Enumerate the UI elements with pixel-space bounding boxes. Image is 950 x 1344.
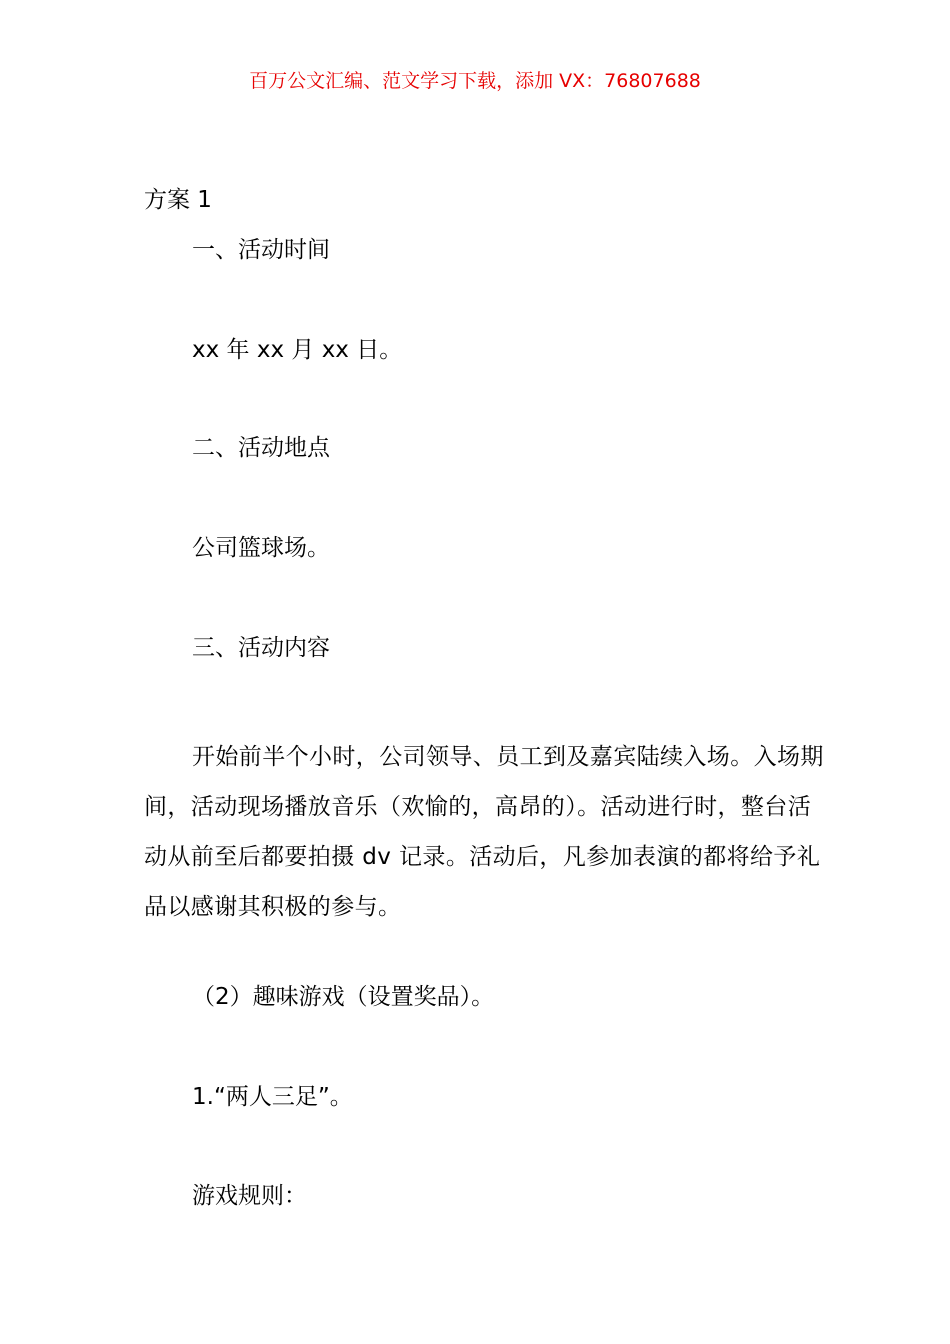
section-heading-content: 三、活动内容: [192, 635, 330, 661]
document-title: 方案 1: [144, 187, 212, 213]
section-body-location: 公司篮球场。: [192, 535, 330, 561]
game-rules-label: 游戏规则：: [192, 1183, 307, 1209]
section-body-time: xx 年 xx 月 xx 日。: [192, 337, 403, 363]
section-heading-location: 二、活动地点: [192, 435, 330, 461]
game-title: 1.“两人三足”。: [192, 1084, 353, 1110]
section-body-content: 开始前半个小时，公司领导、员工到及嘉宾陆续入场。入场期间，活动现场播放音乐（欢愉的，高昂的）。活动进行时，整台活动从前至后都要拍摄 dv 记录。活动后，凡参加表演的都将给予礼品以感谢其积极的参与。: [144, 744, 824, 920]
header-banner: 百万公文汇编、范文学习下载，添加 VX：76807688: [249, 70, 701, 92]
subsection-games: （2）趣味游戏（设置奖品）。: [192, 984, 495, 1010]
section-heading-time: 一、活动时间: [192, 237, 330, 263]
